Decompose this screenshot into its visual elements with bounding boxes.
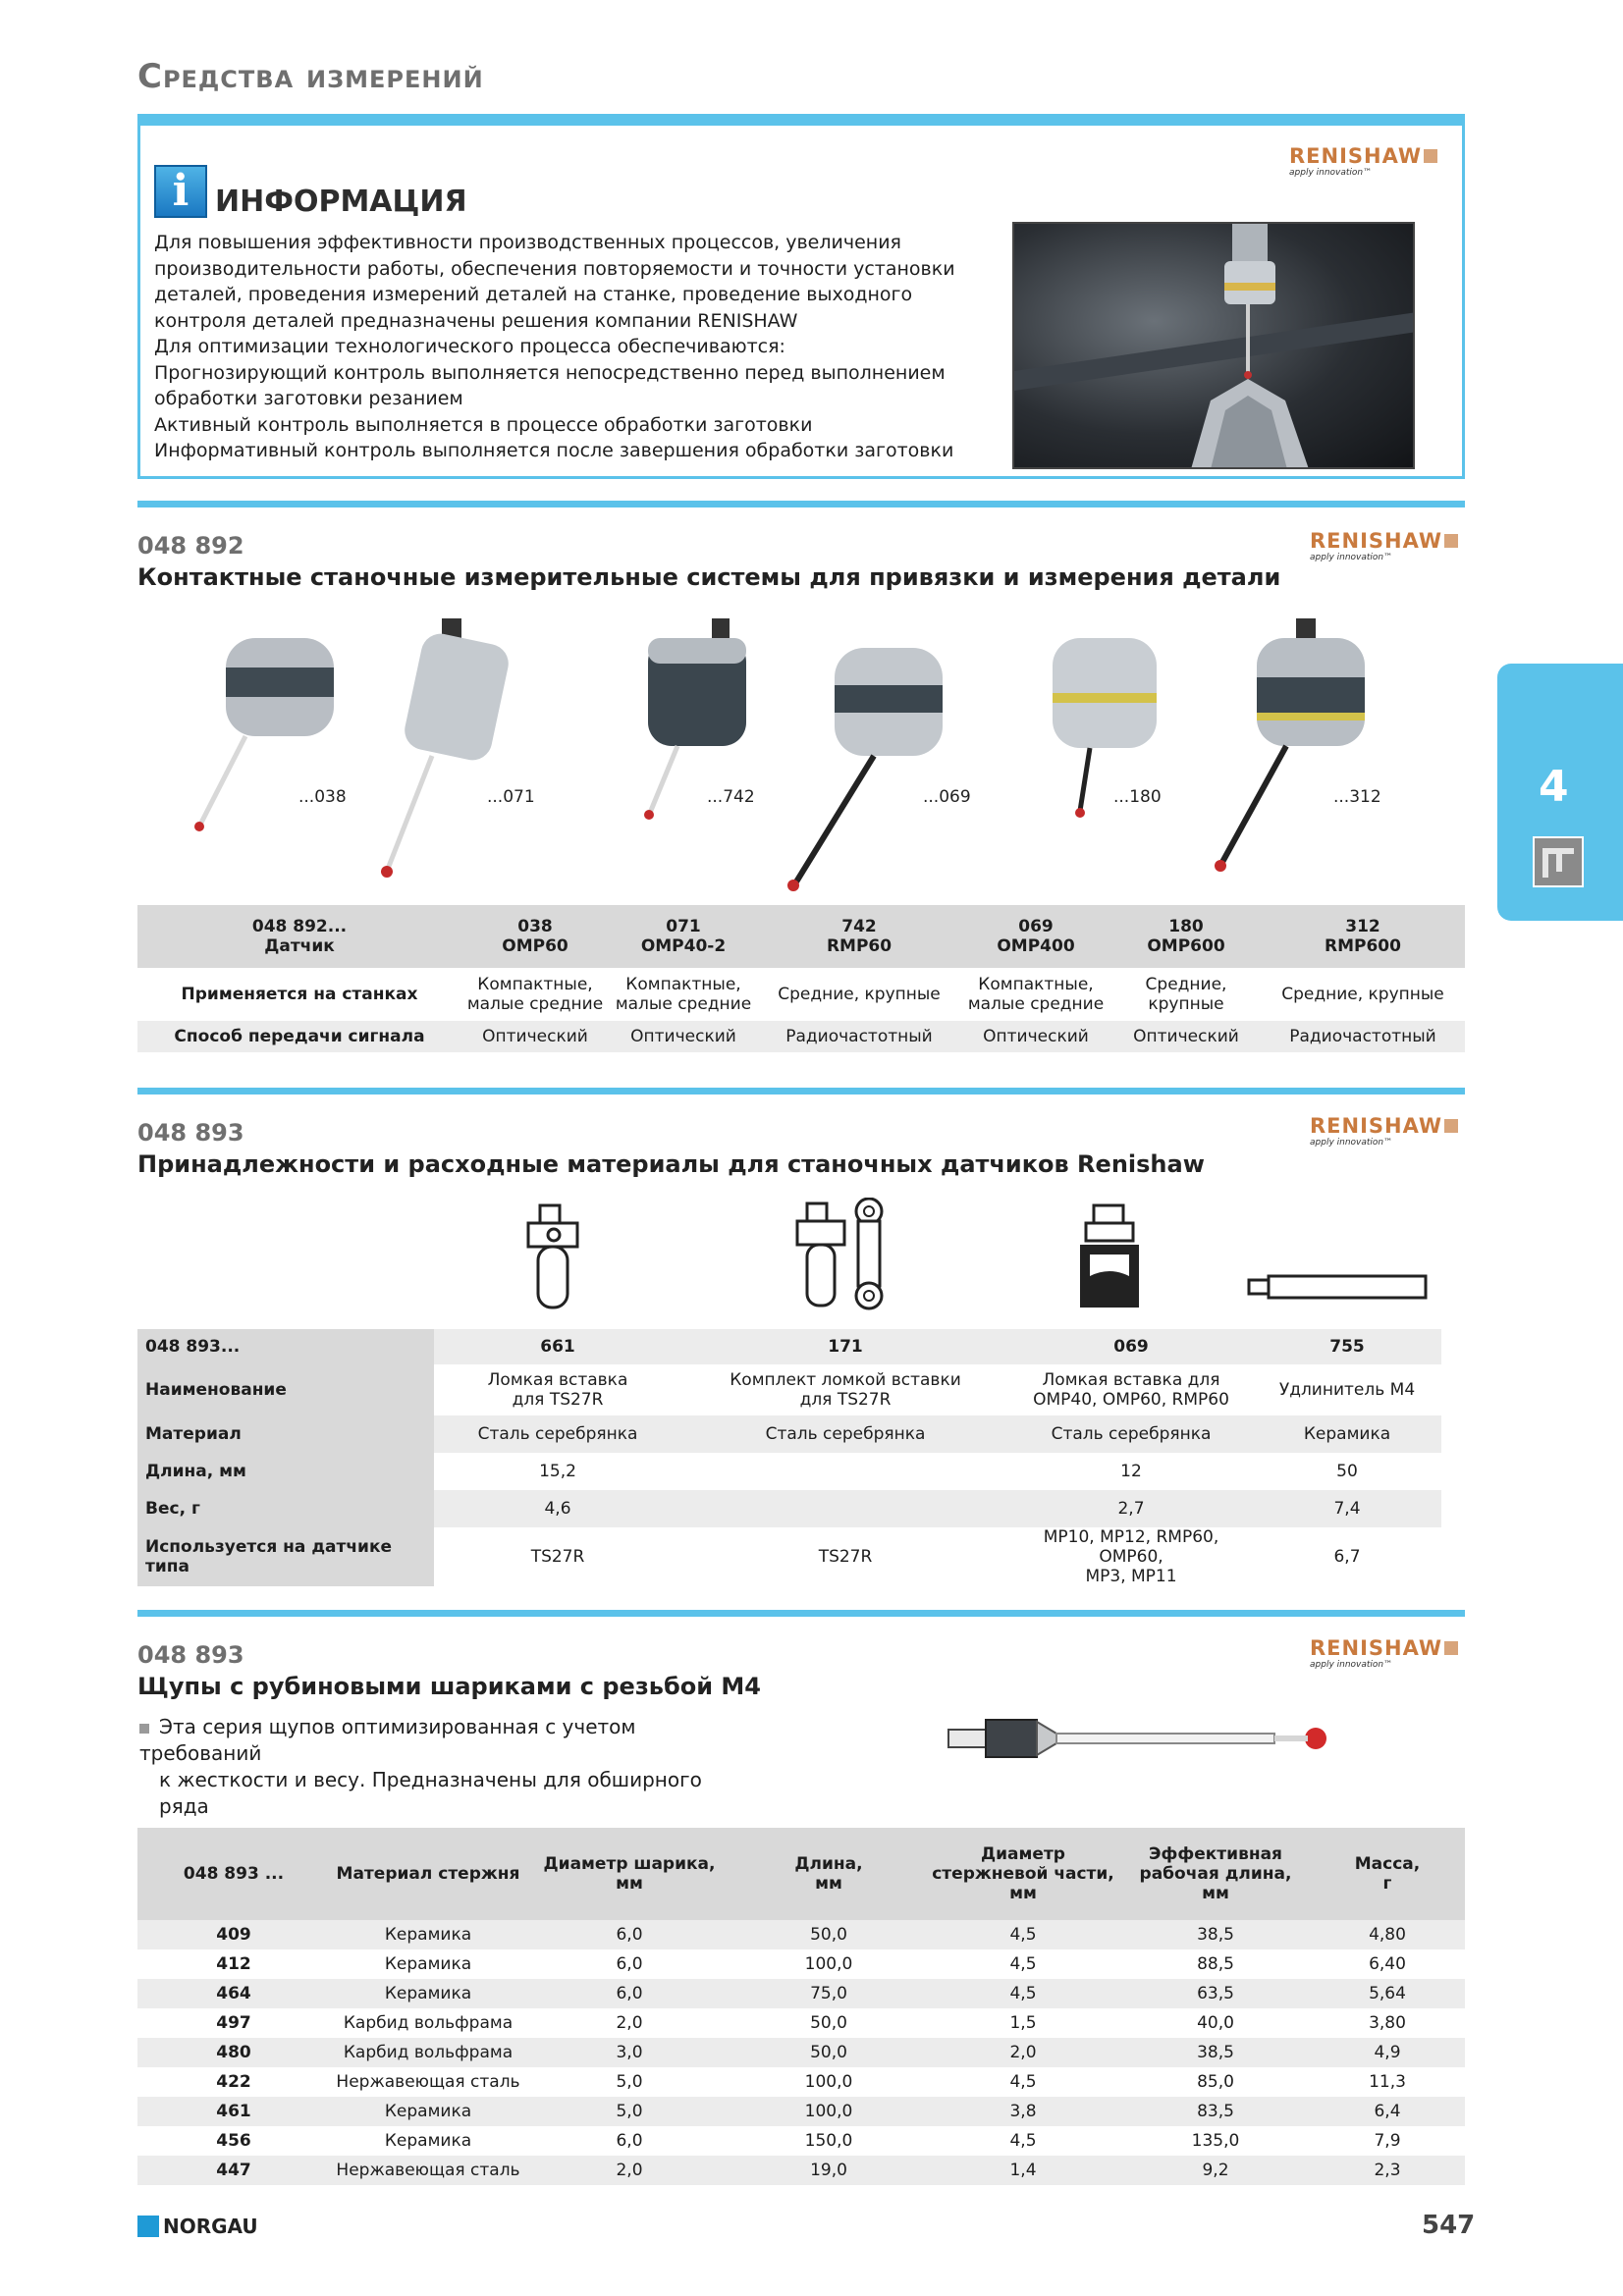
table-cell: 7,9 (1374, 2131, 1401, 2151)
table-row: Способ передачи сигнала Оптический Оптический Радиочастотный Оптический Оптический Радиочастотный (137, 1021, 1465, 1052)
table-head-cell: 312 RMP600 (1325, 917, 1401, 956)
probe-image-312 (1208, 618, 1384, 874)
table-cell: 6,0 (616, 1954, 643, 1974)
extension-drawing-755 (1247, 1272, 1430, 1302)
table-cell: 38,5 (1197, 1925, 1234, 1945)
table-cell: 3,8 (1009, 2102, 1037, 2121)
table-row: Длина, мм 15,2 12 50 (137, 1453, 1441, 1490)
table-row (137, 2038, 1465, 2067)
table-cell-code: 480 (216, 2043, 251, 2062)
table-cell: 88,5 (1197, 1954, 1234, 1974)
section-title: Щупы с рубиновыми шариками с резьбой М4 (137, 1673, 761, 1700)
section-title: Принадлежности и расходные материалы для станочных датчиков Renishaw (137, 1150, 1205, 1178)
info-text (154, 230, 1008, 464)
bullet-square-icon (139, 1724, 149, 1734)
table-row (137, 1920, 1465, 1949)
probe-label: ...038 (298, 787, 347, 807)
table-head-cell: 048 893... (137, 1329, 434, 1364)
section-code: 048 893 (137, 1641, 244, 1669)
section-code: 048 892 (137, 532, 244, 560)
renishaw-logo: RENISHAW apply innovation™ (1310, 530, 1467, 571)
table-cell: Керамика (384, 2131, 472, 2151)
table-cell: 50,0 (810, 1925, 847, 1945)
table-cell: 4,5 (1009, 2072, 1037, 2092)
table-cell: 4,5 (1009, 2131, 1037, 2151)
probe-label: ...180 (1113, 787, 1162, 807)
table-cell: 150,0 (804, 2131, 853, 2151)
info-heading: ИНФОРМАЦИЯ (215, 185, 467, 219)
table-row (137, 1979, 1465, 2008)
table-cell: 4,5 (1009, 1984, 1037, 2003)
info-line: Прогнозирующий контроль выполняется непосредственно перед выполнением (154, 361, 946, 384)
table-head-cell: 742 RMP60 (826, 917, 893, 956)
table-cell: Нержавеющая сталь (336, 2161, 520, 2180)
table-cell: 50,0 (810, 2013, 847, 2033)
table-cell: 11,3 (1369, 2072, 1406, 2092)
info-line: Для оптимизации технологического процесса обеспечиваются: (154, 336, 785, 357)
stylus-table (137, 1828, 1465, 2185)
probe-image-071 (363, 618, 511, 883)
table-cell: 2,0 (1009, 2043, 1037, 2062)
page-title: Средства измерений (137, 57, 484, 96)
table-head-cell: 038 OMP60 (502, 917, 568, 956)
info-icon: i (154, 165, 207, 218)
accessories-table: 048 893... 661 171 069 755 Наименование Ломкая вставка для TS27R Комплект ломкой вставки для TS27R Ломкая вставка для OMP40, OMP60, RMP60 Удлинитель М4 Материал Сталь серебрянка Сталь серебрянка Сталь серебрянка Керамика Длина, мм 15,2 12 50 Вес, г 4,6 2,7 7,4 Используется на датчике типа TS27R TS27R MP10, MP12, RMP60, OMP60, MP3, MP11 6,7 (137, 1329, 1441, 1586)
table-head-cell: 071 OMP40-2 (640, 917, 727, 956)
table-cell: Керамика (384, 1954, 472, 1974)
table-cell: 40,0 (1197, 2013, 1234, 2033)
table-row (137, 2097, 1465, 2126)
table-cell: 3,80 (1369, 2013, 1406, 2033)
table-cell: 2,0 (616, 2161, 643, 2180)
section-divider (137, 501, 1465, 507)
table-cell-code: 409 (216, 1925, 251, 1945)
chapter-number: 4 (1539, 762, 1569, 812)
info-line: Информативный контроль выполняется после завершения обработки заготовки (154, 440, 954, 461)
break-stem-drawing-661 (518, 1203, 597, 1311)
table-row: Используется на датчике типа TS27R TS27R MP10, MP12, RMP60, OMP60, MP3, MP11 6,7 (137, 1527, 1441, 1586)
table-cell-code: 461 (216, 2102, 251, 2121)
table-cell-code: 422 (216, 2072, 251, 2092)
table-row (137, 2156, 1465, 2185)
table-row (137, 2067, 1465, 2097)
table-row: Вес, г 4,6 2,7 7,4 (137, 1490, 1441, 1527)
table-cell: 100,0 (804, 2072, 853, 2092)
table-cell: Керамика (384, 1925, 472, 1945)
table-row (137, 2008, 1465, 2038)
table-cell: 100,0 (804, 2102, 853, 2121)
table-cell: 100,0 (804, 1954, 853, 1974)
info-line: контроля деталей предназначены решения компании RENISHAW (154, 309, 798, 332)
probe-systems-table (137, 905, 1465, 1052)
table-row (137, 1949, 1465, 1979)
table-cell: 1,5 (1009, 2013, 1037, 2033)
ruby-stylus-drawing (947, 1698, 1339, 1777)
table-cell-code: 456 (216, 2131, 251, 2151)
probe-label: ...069 (923, 787, 971, 807)
info-line: деталей, проведения измерений деталей на станке, проведение выходного (154, 284, 913, 305)
table-row: Материал Сталь серебрянка Сталь серебрянка Сталь серебрянка Керамика (137, 1415, 1441, 1453)
renishaw-logo: RENISHAW apply innovation™ (1310, 1115, 1467, 1156)
info-line: обработки заготовки резанием (154, 388, 463, 409)
probe-label: ...312 (1333, 787, 1381, 807)
table-cell: Карбид вольфрама (343, 2013, 514, 2033)
table-cell-code: 497 (216, 2013, 251, 2033)
table-cell: Керамика (384, 1984, 472, 2003)
probe-image-069 (776, 628, 972, 893)
table-cell: 2,0 (616, 2013, 643, 2033)
table-cell: 2,3 (1374, 2161, 1401, 2180)
table-cell: 6,0 (616, 1925, 643, 1945)
section-description: Эта серия щупов оптимизированная с учетом требований к жесткости и весу. Предназначены для обширного ряда измерительных систем для станков (139, 1715, 702, 1844)
table-cell: 83,5 (1197, 2102, 1234, 2121)
table-head-cell: 069 OMP400 (997, 917, 1075, 956)
table-cell: 75,0 (810, 1984, 847, 2003)
table-cell: 5,0 (616, 2072, 643, 2092)
table-cell: 4,9 (1374, 2043, 1401, 2062)
table-head-cell: 180 OMP600 (1147, 917, 1225, 956)
table-cell: 6,0 (616, 2131, 643, 2151)
table-header-row: 048 893 ... Материал стержня Диаметр шарика, мм Длина, мм Диаметр стержневой части, мм Эффективная рабочая длина, мм Масса, г (137, 1828, 1465, 1920)
table-cell-code: 464 (216, 1984, 251, 2003)
table-cell: 19,0 (810, 2161, 847, 2180)
info-box (137, 114, 1465, 479)
probe-label: ...071 (487, 787, 535, 807)
break-stem-kit-drawing-171 (795, 1198, 943, 1315)
chapter-tab[interactable] (1497, 664, 1623, 921)
table-cell: 5,64 (1369, 1984, 1406, 2003)
info-line: Активный контроль выполняется в процессе обработки заготовки (154, 413, 813, 436)
section-divider (137, 1610, 1465, 1617)
renishaw-logo: RENISHAW apply innovation™ (1289, 145, 1446, 187)
table-row (137, 2126, 1465, 2156)
table-head-cell: 048 892... Датчик (251, 917, 348, 956)
section-title: Контактные станочные измерительные системы для привязки и измерения детали (137, 563, 1281, 591)
table-cell: 63,5 (1197, 1984, 1234, 2003)
probe-label: ...742 (707, 787, 755, 807)
section-divider (137, 1088, 1465, 1095)
caliper-icon (1533, 836, 1584, 887)
table-cell: 135,0 (1191, 2131, 1240, 2151)
table-cell-code: 412 (216, 1954, 251, 1974)
renishaw-logo: RENISHAW apply innovation™ (1310, 1637, 1467, 1679)
table-cell-code: 447 (216, 2161, 251, 2180)
table-cell: 4,80 (1369, 1925, 1406, 1945)
table-cell: 4,5 (1009, 1925, 1037, 1945)
table-cell: 6,40 (1369, 1954, 1406, 1974)
page-number: 547 (1422, 2211, 1476, 2240)
info-line: Для повышения эффективности производственных процессов, увеличения (154, 232, 901, 253)
table-cell: Керамика (384, 2102, 472, 2121)
table-cell: 50,0 (810, 2043, 847, 2062)
table-cell: 38,5 (1197, 2043, 1234, 2062)
table-cell: Карбид вольфрама (343, 2043, 514, 2062)
table-cell: 6,4 (1374, 2102, 1401, 2121)
norgau-logo: NORGAU (137, 2215, 258, 2238)
table-row: Применяется на станках Компактные, малые средние Компактные, малые средние Средние, крупные Компактные, малые средние Средние, крупные Средние, крупные (181, 975, 1444, 1014)
table-cell: 5,0 (616, 2102, 643, 2121)
table-cell: 6,0 (616, 1984, 643, 2003)
table-cell: Нержавеющая сталь (336, 2072, 520, 2092)
table-cell: 3,0 (616, 2043, 643, 2062)
table-cell: 4,5 (1009, 1954, 1037, 1974)
machine-probe-photo (1012, 222, 1415, 469)
table-cell: 1,4 (1009, 2161, 1037, 2180)
break-stem-drawing-069 (1076, 1203, 1145, 1311)
table-cell: 9,2 (1202, 2161, 1229, 2180)
section-code: 048 893 (137, 1119, 244, 1147)
table-cell: 85,0 (1197, 2072, 1234, 2092)
table-row: Наименование Ломкая вставка для TS27R Комплект ломкой вставки для TS27R Ломкая вставка для OMP40, OMP60, RMP60 Удлинитель М4 (137, 1364, 1441, 1415)
info-line: производительности работы, обеспечения повторяемости и точности установки (154, 257, 955, 280)
